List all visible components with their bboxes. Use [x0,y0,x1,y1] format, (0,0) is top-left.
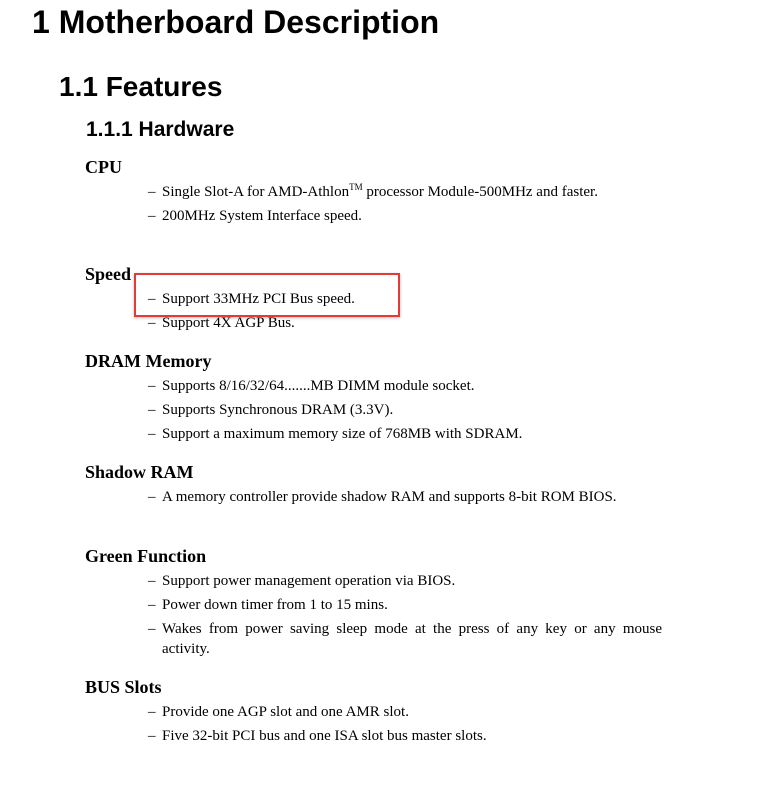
list-item [148,619,662,659]
list-item [148,595,662,615]
green-function-list [85,571,665,659]
list-item [148,726,662,746]
dash-bullet: – [148,402,156,418]
dash-bullet: – [148,426,156,442]
list-item [148,487,662,507]
list-item [148,313,662,333]
list-item [148,400,662,420]
cpu-section [85,156,665,230]
item-text: Support a maximum memory size of 768MB with SDRAM. [162,426,523,442]
trademark-superscript: TM [349,182,363,192]
item-text: Supports Synchronous DRAM (3.3V). [162,402,394,418]
cpu-list [85,182,665,226]
dash-bullet: – [148,378,156,394]
green-function-section [85,545,665,663]
list-item [148,424,662,444]
dash-bullet: – [148,728,156,744]
bus-slots-title: BUS Slots [85,677,162,697]
dash-bullet: – [148,621,156,637]
dash-bullet: – [148,704,156,720]
dram-list [85,376,665,444]
bus-slots-section [85,676,665,750]
list-item [148,289,662,309]
list-item [148,182,662,202]
item-text: A memory controller provide shadow RAM and supports 8-bit ROM BIOS. [162,489,617,505]
bus-slots-list [85,702,665,746]
dash-bullet: – [148,597,156,613]
speed-section [85,263,665,337]
item-text: Support 4X AGP Bus. [162,315,295,331]
shadow-ram-section [85,461,665,511]
chapter-heading: 1 Motherboard Description [32,4,440,40]
dram-section [85,350,665,448]
item-text: Support power management operation via BIOS. [162,573,456,589]
dram-title: DRAM Memory [85,351,212,371]
dash-bullet: – [148,315,156,331]
list-item [148,206,662,226]
green-function-title: Green Function [85,546,207,566]
shadow-ram-title: Shadow RAM [85,462,194,482]
subsection-heading: 1.1.1 Hardware [86,118,235,141]
cpu-title: CPU [85,157,122,177]
list-item [148,702,662,722]
list-item [148,571,662,591]
dash-bullet: – [148,489,156,505]
item-text: Power down timer from 1 to 15 mins. [162,597,388,613]
item-text: processor Module-500MHz and faster. [362,184,598,200]
dash-bullet: – [148,573,156,589]
item-text: Five 32-bit PCI bus and one ISA slot bus master slots. [162,728,487,744]
dash-bullet: – [148,208,156,224]
dash-bullet: – [148,291,156,307]
item-text: Support 33MHz PCI Bus speed. [162,291,355,307]
list-item [148,376,662,396]
item-text: Wakes from power saving sleep mode at the press of any key or any mouse activity. [162,621,662,657]
shadow-ram-list [85,487,665,507]
dash-bullet: – [148,184,156,200]
item-text: 200MHz System Interface speed. [162,208,362,224]
section-heading: 1.1 Features [59,71,223,102]
item-text: Provide one AGP slot and one AMR slot. [162,704,409,720]
speed-title: Speed [85,264,132,284]
item-text: Single Slot-A for AMD-Athlon [162,184,350,200]
speed-list [85,289,665,333]
item-text: Supports 8/16/32/64.......MB DIMM module socket. [162,378,475,394]
